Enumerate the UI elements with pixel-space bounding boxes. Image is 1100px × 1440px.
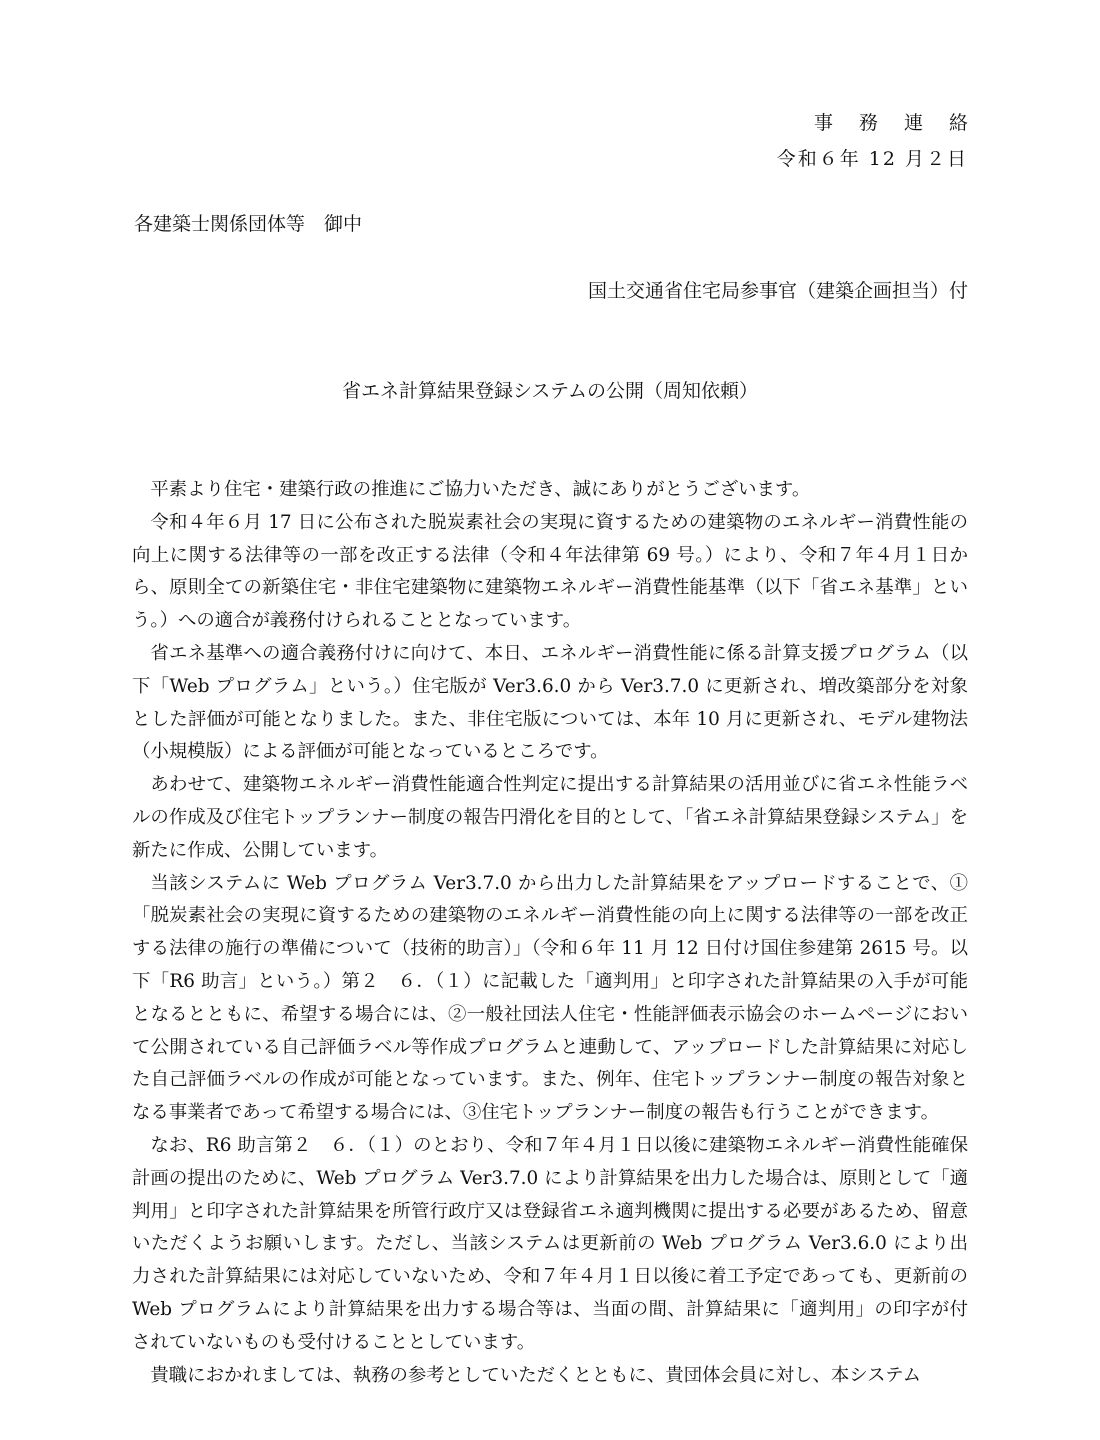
paragraph: 当該システムに Web プログラム Ver3.7.0 から出力した計算結果をアップロードすることで、①「脱炭素社会の実現に資するための建築物のエネルギー消費性能の向上に関する法律等の一部を改正する法律の施行の準備について（技術的助言）」（令和６年 11 月 12 日付け国住参建第 2615 号。以下「R6 助言」という。）第２ ６．（１）に記載した「適判用」と印字された計算結果の入手が可能となるとともに、希望する場合には、②一般社団法人住宅・性能評価表示協会のホームページにおいて公開されている自己評価ラベル等作成プログラムと連動して、アップロードした計算結果に対応した自己評価ラベルの作成が可能となっています。また、例年、住宅トップランナー制度の報告対象となる事業者であって希望する場合には、③住宅トップランナー制度の報告も行うことができます。: [132, 872, 968, 1124]
paragraph: 省エネ基準への適合義務付けに向けて、本日、エネルギー消費性能に係る計算支援プログラム（以下「Web プログラム」という。）住宅版が Ver3.6.0 から Ver3.7.0 に更新され、増改築部分を対象とした評価が可能となりました。また、非住宅版については、本年 10 月に更新され、モデル建物法（小規模版）による評価が可能となっているところです。: [132, 642, 968, 763]
document-body: [132, 474, 968, 1392]
notice-date: 令和６年 12 月２日: [776, 148, 968, 170]
paragraph: 令和４年６月 17 日に公布された脱炭素社会の実現に資するための建築物のエネルギー消費性能の向上に関する法律等の一部を改正する法律（令和４年法律第 69 号。）により、令和７年４月１日から、原則全ての新築住宅・非住宅建築物に建築物エネルギー消費性能基準（以下「省エネ基準」という。）への適合が義務付けられることとなっています。: [132, 511, 968, 632]
paragraph: 貴職におかれましては、執務の参考としていただくとともに、貴団体会員に対し、本システム: [150, 1364, 921, 1386]
paragraph: なお、R6 助言第２ ６．（１）のとおり、令和７年４月１日以後に建築物エネルギー消費性能確保計画の提出のために、Web プログラム Ver3.7.0 により計算結果を出力した場合は、原則として「適判用」と印字された計算結果を所管行政庁又は登録省エネ適判機関に提出する必要があるため、留意いただくようお願いします。ただし、当該システムは更新前の Web プログラム Ver3.6.0 により出力された計算結果には対応していないため、令和７年４月１日以後に着工予定であっても、更新前の Web プログラムにより計算結果を出力する場合等は、当面の間、計算結果に「適判用」の印字が付されていないものも受付けることとしています。: [132, 1134, 968, 1353]
addressee: 各建築士関係団体等 御中: [134, 213, 363, 235]
paragraph: 平素より住宅・建築行政の推進にご協力いただき、誠にありがとうございます。: [150, 479, 811, 500]
sender: 国土交通省住宅局参事官（建築企画担当）付: [587, 280, 968, 302]
notice-type: 事務連絡: [813, 112, 994, 134]
document-title: 省エネ計算結果登録システムの公開（周知依頼）: [341, 380, 759, 402]
paragraph: あわせて、建築物エネルギー消費性能適合性判定に提出する計算結果の活用並びに省エネ性能ラベルの作成及び住宅トップランナー制度の報告円滑化を目的として、「省エネ計算結果登録システム」を新たに作成、公開しています。: [132, 774, 968, 861]
